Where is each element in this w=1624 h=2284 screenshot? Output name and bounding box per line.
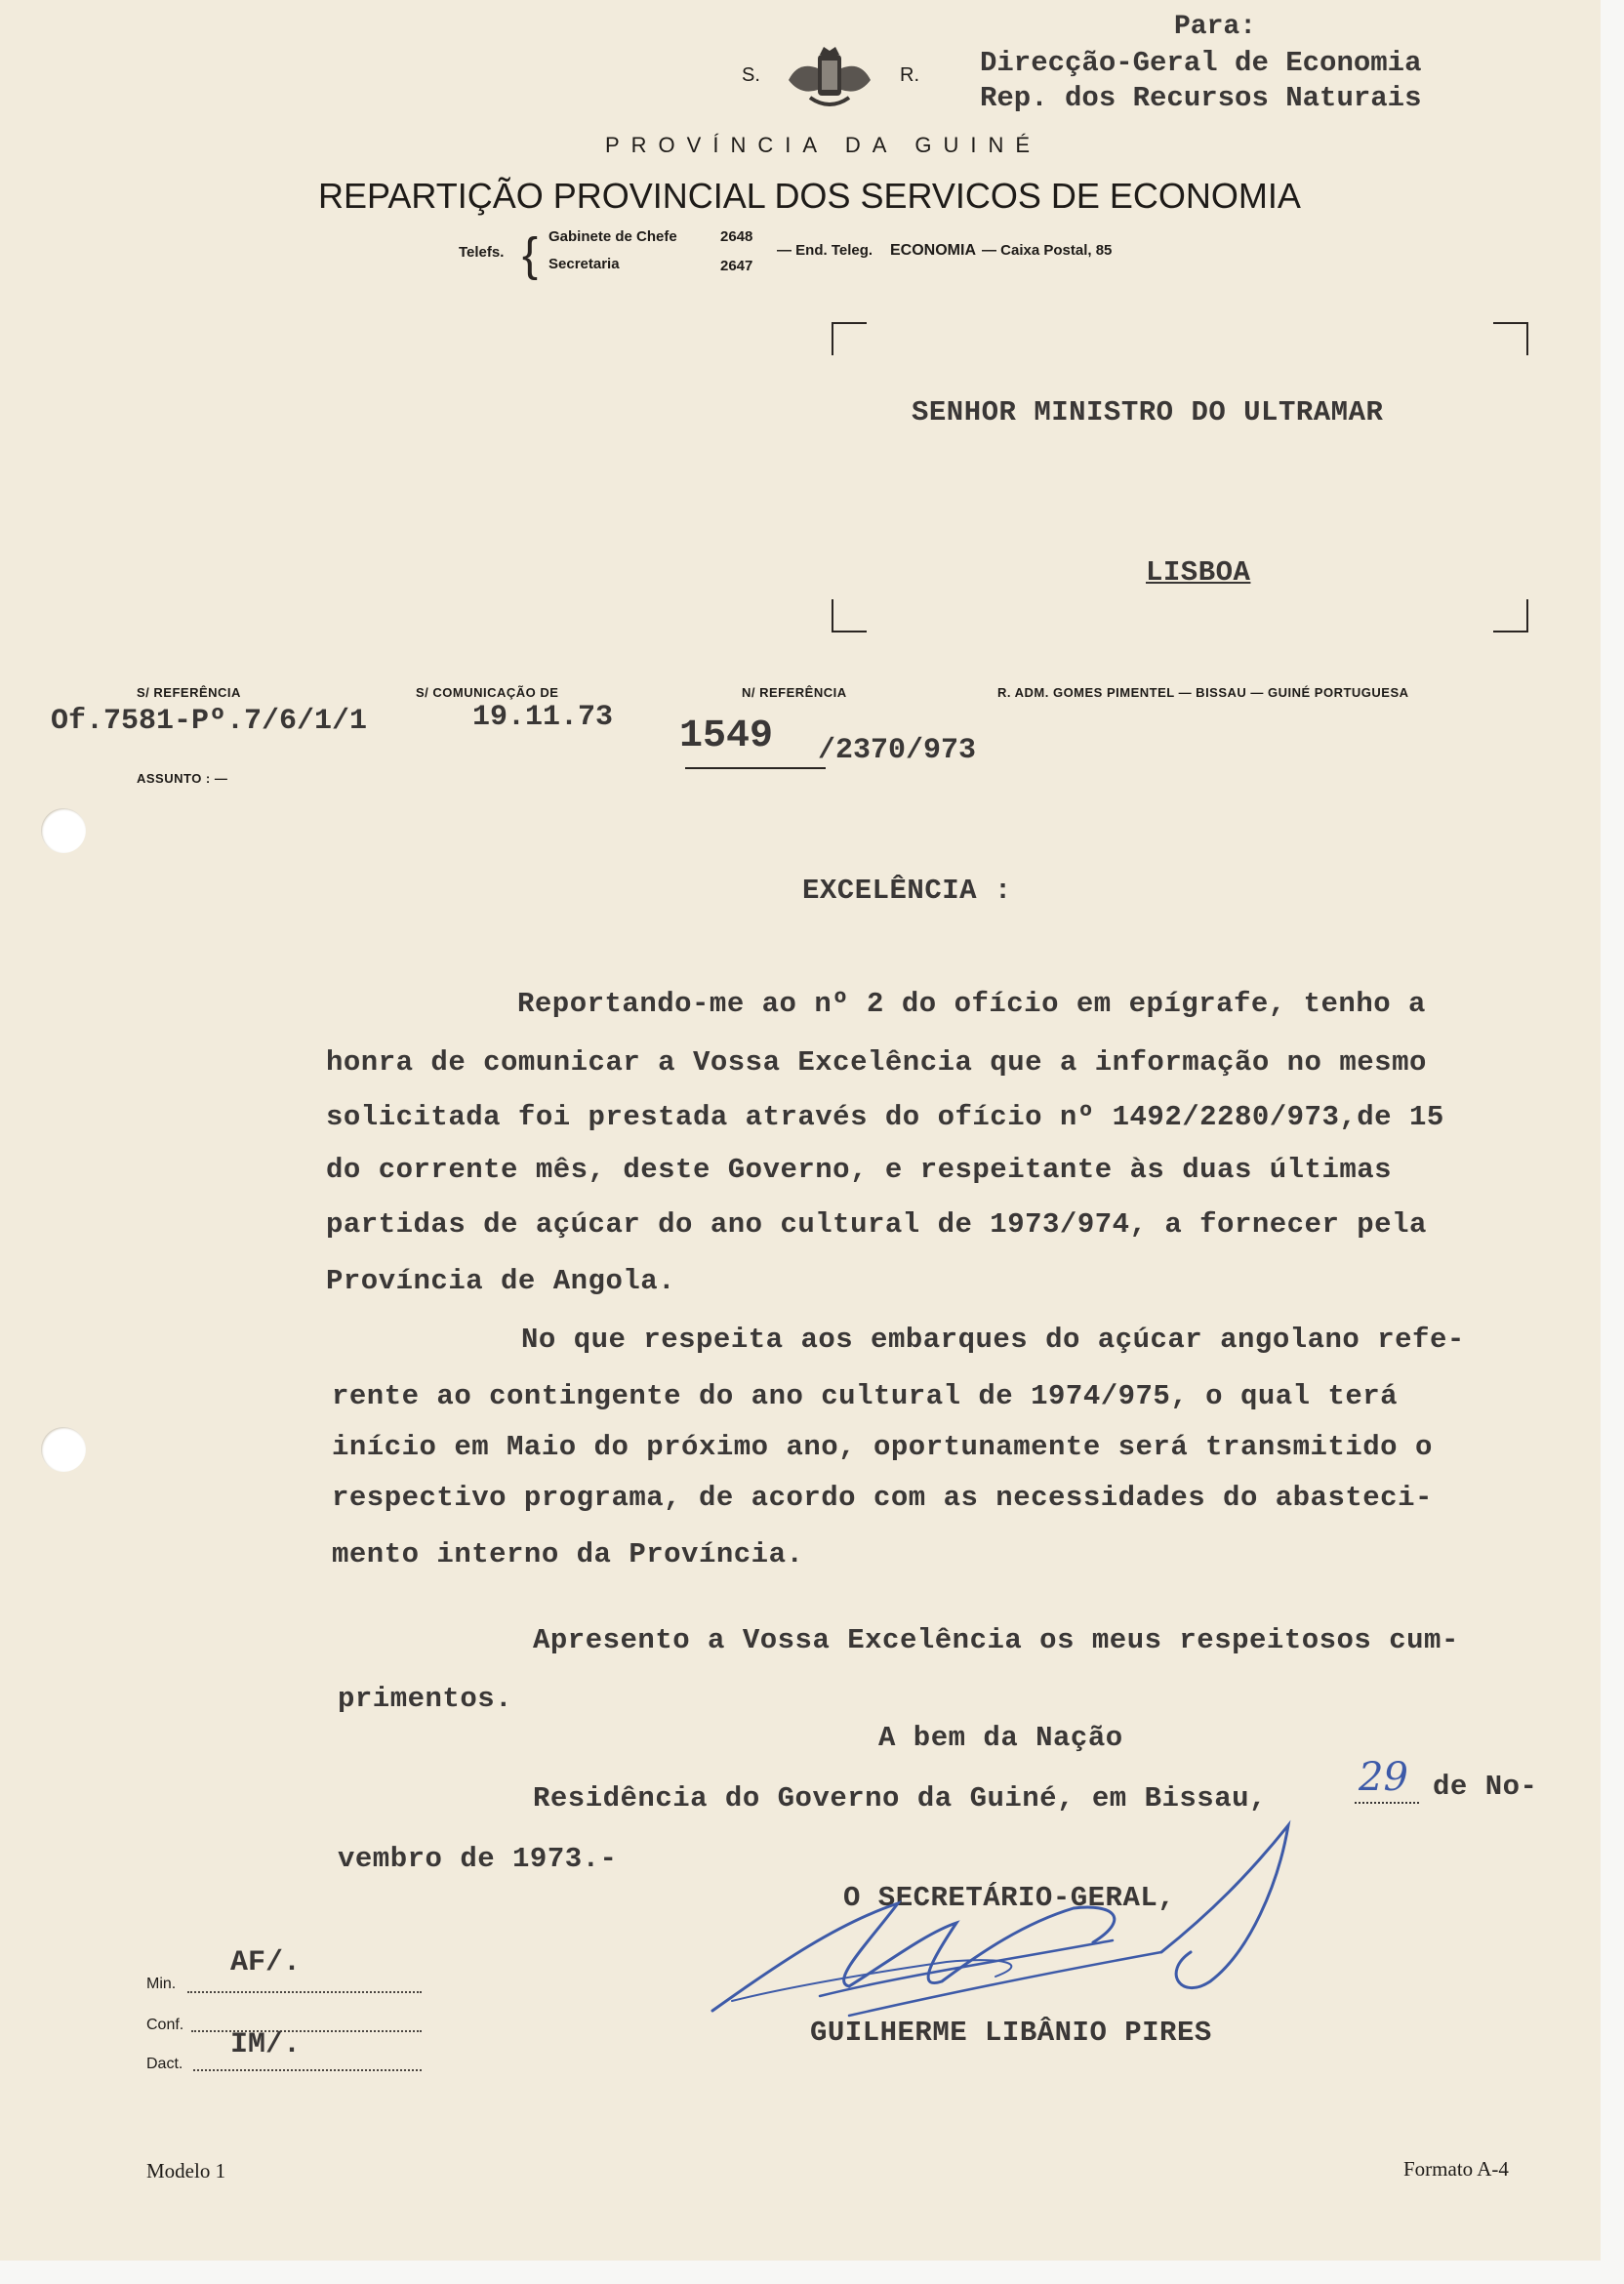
- assunto-label: ASSUNTO : —: [137, 771, 228, 786]
- n-ref-suffix: /2370/973: [818, 734, 977, 767]
- p2-line-4: respectivo programa, de acordo com as necessidades do abasteci-: [332, 1482, 1433, 1514]
- window-corner-tl-v: [832, 322, 833, 355]
- department-title: REPARTIÇÃO PROVINCIAL DOS SERVICOS DE ECONOMIA: [318, 176, 1301, 216]
- s-com-label: S/ COMUNICAÇÃO DE: [416, 685, 559, 700]
- teleg-suffix: — Caixa Postal, 85: [982, 242, 1113, 259]
- dact-value: IM/.: [230, 2028, 302, 2061]
- routing-line2: Rep. dos Recursos Naturais: [980, 82, 1422, 114]
- day-underline: [1355, 1802, 1419, 1804]
- window-corner-bl-h: [832, 631, 867, 632]
- n-ref-underline: [685, 767, 826, 769]
- min-line: [187, 1991, 422, 1993]
- p2-line-1: No que respeita aos embarques do açúcar angolano refe-: [521, 1324, 1465, 1356]
- p1-line-6: Província de Angola.: [326, 1265, 676, 1297]
- addressee-city: LISBOA: [1146, 556, 1251, 589]
- p1-line-1: Reportando-me ao nº 2 do ofício em epígrafe, tenho a: [517, 988, 1426, 1020]
- p2-line-3: início em Maio do próximo ano, oportunamente será transmitido o: [332, 1431, 1433, 1463]
- n-ref-label: N/ REFERÊNCIA: [742, 685, 847, 700]
- p1-line-4: do corrente mês, deste Governo, e respeitante às duas últimas: [326, 1154, 1393, 1186]
- telefs-label: Telefs.: [459, 244, 505, 261]
- min-label: Min.: [146, 1976, 177, 1992]
- min-value: AF/.: [230, 1946, 302, 1979]
- punch-hole-top: [41, 808, 86, 853]
- n-ref-number: 1549: [679, 714, 774, 758]
- province-header: PROVÍNCIA DA GUINÉ: [605, 133, 1042, 157]
- signatory-name: GUILHERME LIBÂNIO PIRES: [810, 2017, 1212, 2049]
- modelo-label: Modelo 1: [146, 2159, 226, 2182]
- phone2-label: Secretaria: [548, 256, 620, 272]
- signature-title: O SECRETÁRIO-GERAL,: [843, 1882, 1176, 1914]
- p1-line-2: honra de comunicar a Vossa Excelência que a informação no mesmo: [326, 1046, 1427, 1079]
- addressee-line: SENHOR MINISTRO DO ULTRAMAR: [912, 396, 1384, 428]
- place-date-prefix: Residência do Governo da Guiné, em Bissau,: [533, 1782, 1267, 1815]
- p3-line-1: Apresento a Vossa Excelência os meus respeitosos cum-: [533, 1624, 1459, 1656]
- p2-line-5: mento interno da Província.: [332, 1538, 804, 1570]
- punch-hole-bottom: [41, 1427, 86, 1472]
- place-date-suffix: de No-: [1433, 1771, 1538, 1803]
- dact-label: Dact.: [146, 2056, 183, 2072]
- dact-line: [193, 2069, 422, 2071]
- s-com-value: 19.11.73: [472, 701, 614, 734]
- phone1-label: Gabinete de Chefe: [548, 228, 677, 245]
- p1-line-5: partidas de açúcar do ano cultural de 1973/974, a fornecer pela: [326, 1208, 1427, 1241]
- routing-para: Para:: [1174, 12, 1257, 42]
- brace: {: [522, 229, 539, 281]
- closing-phrase: A bem da Nação: [878, 1722, 1123, 1754]
- teleg-name: ECONOMIA: [890, 242, 976, 259]
- window-corner-br-v: [1526, 599, 1528, 632]
- window-corner-tr-h: [1493, 322, 1528, 324]
- conf-label: Conf.: [146, 2017, 184, 2033]
- p1-line-3: solicitada foi prestada através do ofício nº 1492/2280/973,de 15: [326, 1101, 1444, 1133]
- teleg-prefix: — End. Teleg.: [777, 242, 873, 259]
- office-address: R. ADM. GOMES PIMENTEL — BISSAU — GUINÉ PORTUGUESA: [997, 685, 1409, 700]
- p3-line-2: primentos.: [338, 1683, 513, 1715]
- place-date-line2: vembro de 1973.-: [338, 1843, 618, 1875]
- s-ref-value: Of.7581-Pº.7/6/1/1: [51, 705, 368, 738]
- phone2-number: 2647: [720, 258, 753, 274]
- handwritten-day: 29: [1359, 1755, 1408, 1800]
- seal-letter-s: S.: [742, 64, 760, 86]
- phone1-number: 2648: [720, 228, 753, 245]
- conf-line: [191, 2030, 422, 2032]
- s-ref-label: S/ REFERÊNCIA: [137, 685, 241, 700]
- window-corner-tr-v: [1526, 322, 1528, 355]
- p2-line-2: rente ao contingente do ano cultural de 1974/975, o qual terá: [332, 1380, 1399, 1412]
- window-corner-br-h: [1493, 631, 1528, 632]
- coat-of-arms-emblem: [781, 41, 878, 114]
- salutation: EXCELÊNCIA :: [802, 875, 1012, 907]
- window-corner-bl-v: [832, 599, 833, 632]
- routing-line1: Direcção-Geral de Economia: [980, 47, 1422, 79]
- handwritten-signature: [703, 1815, 1347, 2069]
- window-corner-tl-h: [832, 322, 867, 324]
- seal-letter-r: R.: [900, 64, 919, 86]
- formato-label: Formato A-4: [1403, 2157, 1509, 2181]
